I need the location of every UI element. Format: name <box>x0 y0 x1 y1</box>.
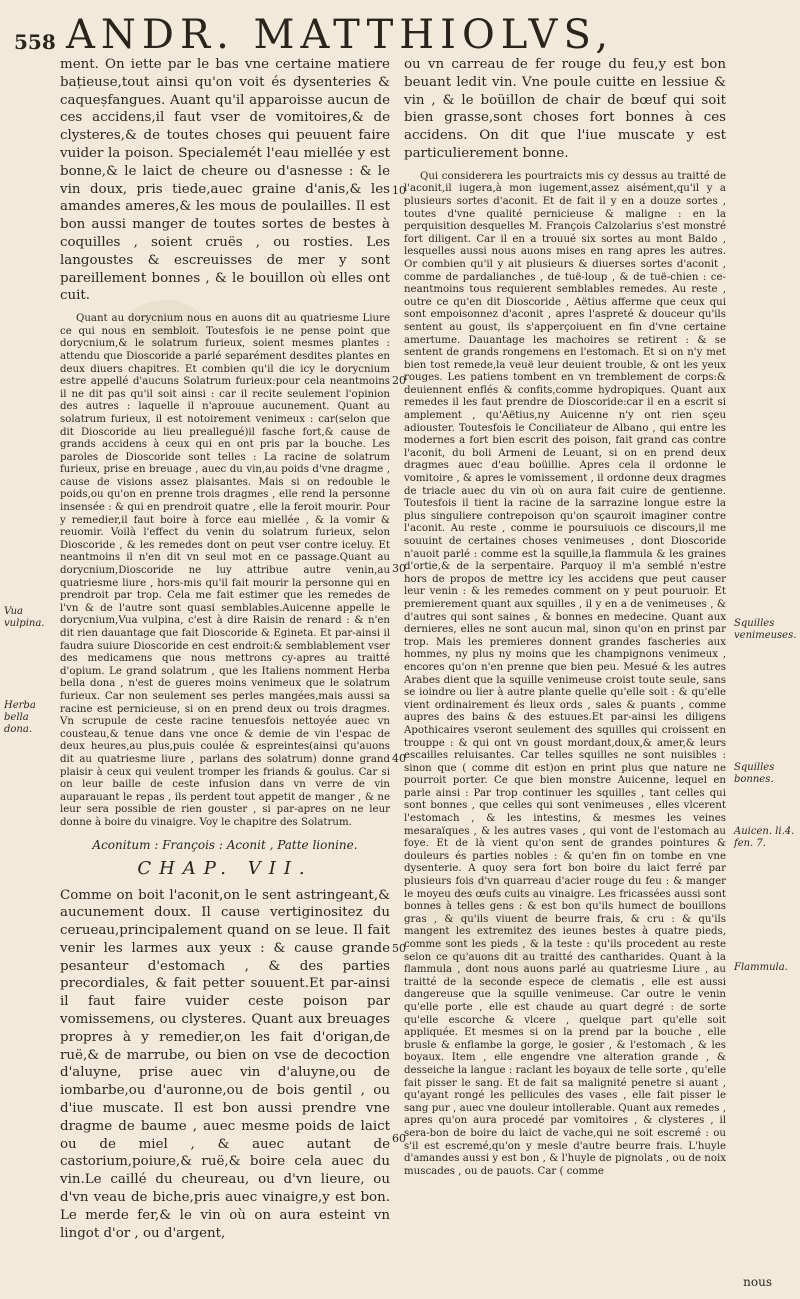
page-number: 558 <box>14 30 56 54</box>
catchword: nous <box>743 1275 772 1289</box>
section-subheading: Aconitum : François : Aconit , Patte lionine. <box>92 837 358 852</box>
commentary-paragraph: Quant au dorycnium nous en auons dit au quatriesme Liure ce qui nous en sembloit. Toutesfois ie ne pense point que dorycnium,& le solatrum furieux, soient mesmes plantes : attendu que Dioscoride a parlé separément desdites plantes en deux diuers chapitres. Et combien qu'il die icy le dorycnium estre appellé d'aucuns Solatrum furieux:pour cela neantmoins il ne dit pas qu'il soit ainsi : car il recite seulement l'opinion des autres : laquelle il n'aprouue aucunement. Quant au solatrum furieux, il est notoirement venimeux : car(selon que dit Dioscoride au lieu preallegué)il fasche fort,& cause de grands accidens à ceux qui en ont pris par la bouche. Les paroles de Dioscoride sont telles : La racine de solatrum furieux, prise en breuage , auec du vin,au poids d'vne dragme , cause de visions assez plaisantes. Mais si on redouble le poids,ou qu'on en prenne trois dragmes , elle rend la personne insensée : & qui en prendroit quatre , elle la feroit mourir. Pour y remedier,il faut boire à force eau miellée , & la vomir & reuomir. Voilà l'effect du venin du solatrum furieux, selon Dioscoride , & les remedes dont on peut vser contre iceluy. Et neantmoins il n'en dit vn seul mot en ce passage.Quant au dorycnium,Dioscoride ne luy attribue autre venin,au quatriesme liure , hors-mis qu'il fait mourir la personne qui en prendroit par trop. Cela me fait estimer que les remedes de l'vn & de l'autre sont quasi semblables.Auicenne appelle le dorycnium,Vua vulpina, c'est à dire Raisin de renard : & n'en dit rien dauantage que fait Dioscoride & Egineta. Et par-ainsi il faudra suiure Dioscoride en cest endroit:& semblablement vser des medicamens que nous mettrons cy-apres au traitté d'opium. Le grand solatrum , que les Italiens nomment Herba bella dona , n'est de gueres moins venimeux que le solatrum furieux. Car non seulement ses perles mangées,mais aussi sa racine est pernicieuse, si on en prend deux ou trois dragmes. Vn scrupule de ceste racine tenuesfois nettoyée auec vn cousteau,& tenue dans vne once & demie de vin l'espac de deux heures,au plus,puis coulée & espreintes(ainsi qu'auons dit au quatriesme liure , parlans des solatrum) donne grand plaisir à ceux qui veulent tromper les friands & goulus. Car si on leur baille de ceste infusion dans vn verre de vin auparauant le repas , ils perdent tout appetit de manger , & ne leur sera possible de rien gouster , si par-apres on ne leur donne à boire du vinaigre. Voy le chapitre des Solatrum. <box>60 313 390 828</box>
right-column <box>404 56 726 1286</box>
margin-note-vua-vulpina: Vua vulpina. <box>4 606 45 629</box>
line-number: 50 <box>392 942 406 955</box>
margin-note-herba-bella: Herba bella dona. <box>4 700 36 735</box>
left-column <box>60 56 390 1286</box>
line-number: 30 <box>392 562 406 575</box>
paragraph: Comme on boit l'aconit,on le sent astringeant,& aucunement doux. Il cause vertiginositez du cerueau,principalement quand on se leue. Il fait venir les larmes aux yeux : & cause grande pesanteur d'estomach , & des parties precordiales, & fait petter souuent.Et par-ainsi il faut faire vuider ceste poison par vomissemens, ou clysteres. Quant aux breuages propres à y remedier,on les fait d'origan,de ruë,& de marrube, ou bien on vse de decoction d'aluyne, prise auec vin d'aluyne,ou de iombarbe,ou d'auronne,ou de bois gentil , ou d'iue muscate. Il est bon aussi prendre vne dragme de baume , auec mesme poids de laict ou de miel , & auec autant de castorium,poiure,& ruë,& boire cela auec du vin.Le caillé du cheureau, ou d'vn lieure, ou d'vn veau de biche,pris auec vinaigre,y est bon. Le merde fer,& le vin où on aura esteint vn lingot d'or , ou d'argent, <box>60 887 390 1241</box>
line-number: 20 <box>392 374 406 387</box>
paragraph: ou vn carreau de fer rouge du feu,y est bon beuant ledit vin. Vne poule cuitte en lessiue & vin , & le boüillon de chair de bœuf qui soit bien grasse,sont choses fort bonnes à ces accidens. On dit que l'iue muscate y est particulierement bonne. <box>404 57 726 161</box>
margin-note-squilles-bonnes: Squilles bonnes. <box>734 762 775 785</box>
page-header <box>14 12 786 56</box>
line-number: 60 <box>392 1132 406 1145</box>
margin-note-squilles: Squilles venimeuses. <box>734 618 797 641</box>
margin-note-flammula: Flammula. <box>734 962 788 973</box>
margin-note-auicenne: Auicen. li.4. fen. 7. <box>734 826 795 849</box>
line-number: 10 <box>392 184 406 197</box>
chapter-heading: CHAP. VII. <box>137 857 313 879</box>
paragraph: ment. On iette par le bas vne certaine matiere bațieuse,tout ainsi qu'on voit és dysenteries & caqueșfangues. Auant qu'il apparoisse aucun de ces accidens,il faut vser de vomitoires,& de clysteres,& de toutes choses qui peuuent faire vuider la poison. Specialemét l'eau miellée y est bonne,& le laict de cheure ou d'asnesse : & le vin doux, pris tiede,auec graine d'anis,& les amandes ameres,& les mous de poulailles. Il est bon aussi manger de toutes sortes de bestes à coquilles , soient cruës , ou rosties. Les langoustes & escreuisses de mer y sont pareillement bonnes , & le bouillon où elles ont cuit. <box>60 57 390 304</box>
running-head: ANDR. MATTHIOLVS, <box>66 12 615 58</box>
line-number: 40 <box>392 752 406 765</box>
commentary-paragraph: Qui considerera les pourtraicts mis cy dessus au traitté de l'aconit,il iugera,à mon iugement,assez aisément,qu'il y a plusieurs sortes d'aconit. Et de fait il y en a douze sortes , toutes d'vne qualité pernicieuse & maligne : en la perquisition desquelles M. François Calzolarius s'est monstré fort diligent. Car il en a trouué six sortes au mont Baldo , lesquelles aussi nous auons mises en rang apres les autres. Or combien qu'il y ait plusieurs & diuerses sortes d'aconit , comme de pardalianches , de tuë-loup , & de tuë-chien : ce-neantmoins tous requierent semblables remedes. Au reste , outre ce qu'en dit Dioscoride , Aëtius afferme que ceux qui sont empoisonnez d'aconit , apres l'aspreté & douceur qu'ils sentent au goust, ils s'apperçoiuent en fin d'vne certaine amertume. Dauantage les machoires se retirent : & se sentent de grands rongemens en l'estomach. Et si on n'y met bien tost remede,la veuë leur deuient trouble, & ont les yeux rouges. Les patiens tombent en vn tremblement de corps:& deuiennent enflés & confits,comme hydropiques. Quant aux remedes il les faut prendre de Dioscoride:car il en a escrit si amplement , qu'Aëtius,ny Auicenne n'y ont rien sçeu adiouster. Toutesfois le Conciliateur de Albano , qui entre les modernes a fort bien escrit des poison, fait grand cas contre l'aconit, du boli Armeni de Leuant, si on en prend deux dragmes auec d'eau boüillie. Apres cela il ordonne le vomitoire , & apres le vomissement , il ordonne deux dragmes de triacle auec du vin où on aura fait cuire de gentienne. Toutesfois il tient la racine de la sarrazine longue estre la plus singuliere contrepoison qu'on sçauroit imaginer contre l'aconit. Au reste , comme ie poursuiuois ce discours,il me souuint de certaines choses venimeuses , dont Dioscoride n'auoit parlé : comme est la squille,la flammula & les graines d'ortie,& de la serpentaire. Parquoy il m'a semblé n'estre hors de propos de mettre icy les accidens que peut causer leur venin : & les remedes comment on y peut pouruoir. Et premierement quant aux squilles , il y en a de venimeuses , & d'autres qui sont saines , & bonnes en medecine. Quant aux dernieres, elles ne sont aucun mal, sinon qu'on en prinst par trop. Mais les premieres donnent grandes fascheries aux hommes, ny plus ny moins que les champignons venimeux , encores qu'on n'en prenne que bien peu. Mesué & les autres Arabes dient que la squille venimeuse croist toute seule, sans se ioindre ou lier à autre plante quelle qu'elle soit : & qu'elle vient ordinairement és lieux ords , sales & puants , comme aupres des bains & des estuues.Et par-ainsi les diligens Apothicaires vseront seulement des squilles qui croissent en trouppe : & qui ont vn goust mordant,doux,& amer,& leurs escailles reluisantes. Car telles squilles ne sont nuisibles : sinon que ( comme dit est)on en print plus que nature ne pourroit porter. Ce que bien monstre Auicenne, lequel en parle ainsi : Par trop continuer les squilles , tant celles qui sont bonnes , que celles qui sont venimeuses , elles vlcerent l'estomach , & les intestins, & mesmes les veines mesaraïques , & les autres vases , qui vont de l'estomach au foye. Et de là vient qu'on sent de grandes pointures & douleurs és parties nobles : & qu'en fin on tombe en vne dysenterie. A quoy sera fort bon boire du laict ferré par plusieurs fois d'vn quarreau d'acier rouge du feu : & manger le moyeu des œufs cuits au vinaigre. Les fricassées aussi sont bonnes à telles gens : & est bon qu'ils humect de bouillons gras , & qu'ils viuent de beurre frais, & cru : & qu'ils mangent les extremitez des ieunes bestes à quatre pieds, comme sont les pieds , & la teste : qu'ils procedent au reste selon ce qu'auons dit au traitté des cantharides. Quant à la flammula , dont nous auons parlé au quatriesme Liure , au traitté de la seconde espece de clematis , elle est aussi dangereuse que la squille venimeuse. Car outre le venin qu'elle porte , elle est chaude au quart degré : de sorte qu'elle escorche & vlcere , quelque part qu'elle soit appliquée. Et mesmes si on la prend par la bouche , elle brusle & enflambe la gorge, le gosier , & l'estomach , & les boyaux. Item , elle engendre vne alteration grande , & desseiche la langue : raclant les boyaux de telle sorte , qu'elle fait pisser le sang. Et de fait sa malignité penetre si auant , qu'ayant rongé les pellicules des vases , elle fait pisser le sang pur , auec vne douleur intollerable. Quant aux remedes , apres qu'on aura procedé par vomitoires , & clysteres , il sera-bon de boire du laict de vache,qui ne soit escremé : ou s'il est escremé,qu'on y mesle d'autre beurre frais. L'huyle d'amandes aussi y est bon , & l'huyle de pignolats , ou de noix muscades , ou de pauots. Car ( comme <box>404 170 726 1177</box>
